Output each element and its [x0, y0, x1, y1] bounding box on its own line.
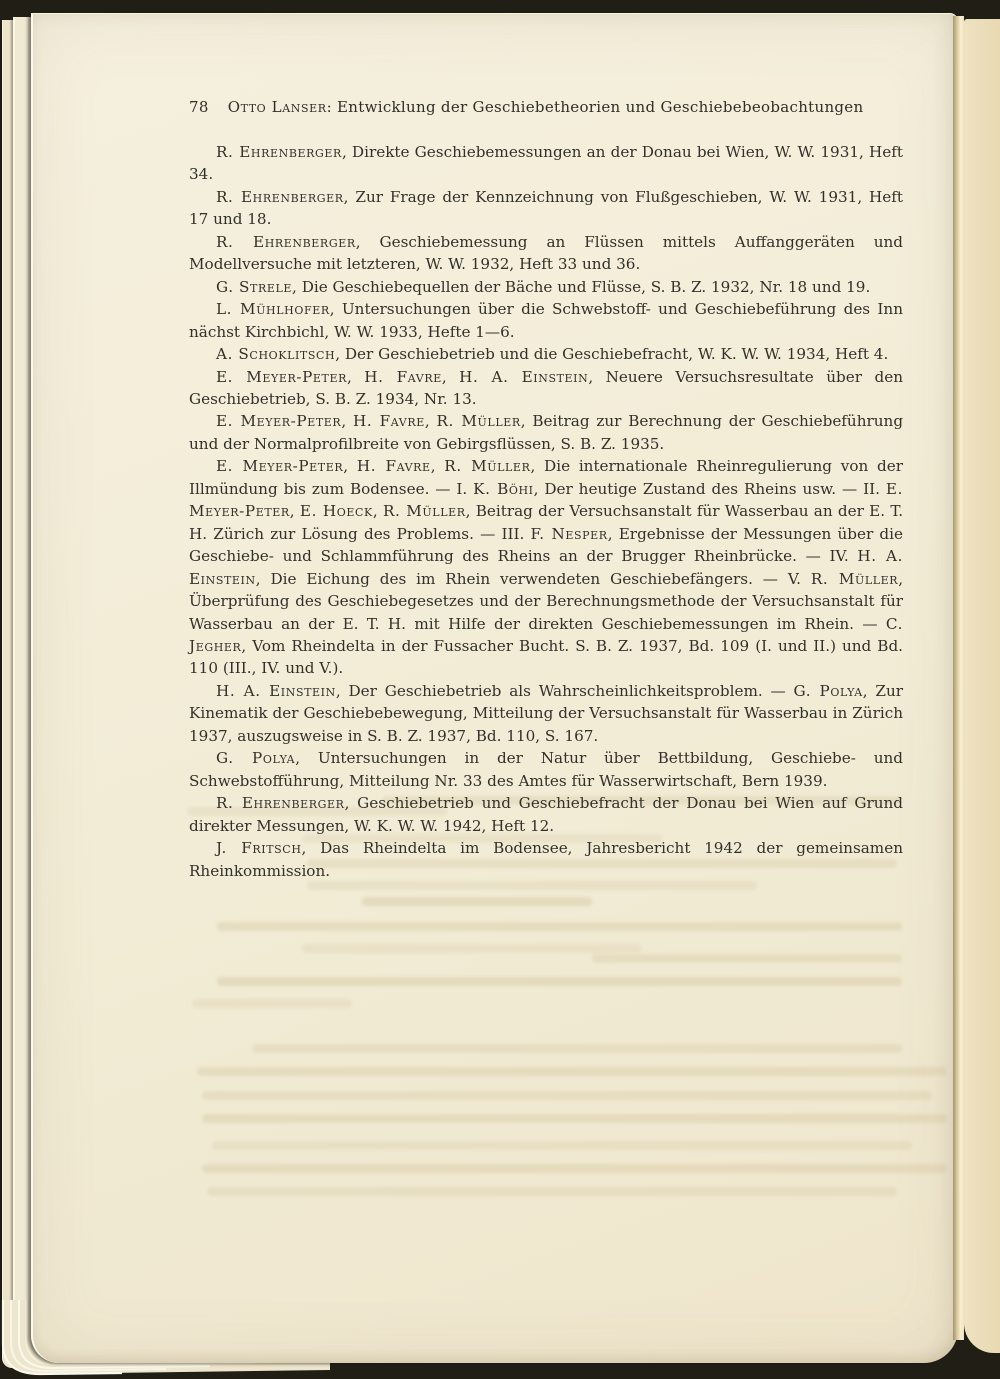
reference-text: , Die Eichung des im Rhein verwendeten Geschiebefängers. — V. [255, 569, 811, 588]
reference-entry [189, 837, 903, 882]
references-list [189, 141, 903, 882]
reference-text: , Untersuchungen in der Natur über Bettbildung, Geschiebe- und Schwebstofführung, Mitteilung Nr. 33 des Amtes für Wasserwirtschaft, Bern 1939. [189, 749, 903, 790]
reference-text: , Zur Kinematik der Geschiebebewegung, Mitteilung der Versuchsanstalt für Wasserbau in Zürich 1937, auszugsweise in S. B. Z. 1937, Bd. 110, S. 167. [189, 681, 903, 745]
reference-text: , Beitrag der Versuchsanstalt für Wasserbau an der E. T. H. Zürich zur Lösung des Problems. — III. [189, 502, 904, 543]
author-name: G. Polya [793, 681, 863, 700]
reference-text: , Geschiebetrieb und Geschiebefracht der Donau bei Wien auf Grund direkter Messungen, W. K. W. W. 1942, Heft 12. [189, 794, 903, 835]
author-name: E. Meyer-Peter [216, 412, 342, 431]
reference-text: , Zur Frage der Kennzeichnung von Flußgeschieben, W. W. 1931, Heft 17 und 18. [189, 187, 903, 229]
page-content [189, 98, 903, 882]
reference-text: , Der Geschiebetrieb und die Geschiebefracht, W. K. W. W. 1934, Heft 4. [335, 345, 889, 364]
author-name: J. Fritsch [216, 839, 302, 858]
reference-entry [189, 343, 903, 365]
reference-text: , Direkte Geschiebemessungen an der Donau bei Wien, W. W. 1931, Heft 34. [189, 143, 903, 184]
author-name: L. Mühlhofer [216, 300, 330, 319]
bleed-through-line [307, 881, 757, 890]
running-header [189, 98, 903, 116]
reference-text: , [372, 502, 383, 521]
reference-text: , [341, 412, 353, 431]
reference-text: , Untersuchungen über die Schwebstoff- und Geschiebeführung des Inn nächst Kirchbichl, W. W. 1933, Hefte 1—6. [189, 300, 903, 341]
book-page [31, 13, 958, 1363]
reference-entry [189, 366, 903, 411]
bleed-through-line [362, 897, 592, 906]
author-name: R. Ehrenberger [216, 232, 356, 251]
bleed-through-line [197, 1067, 947, 1076]
author-name: A. Schoklitsch [216, 345, 336, 364]
bleed-through-line [302, 944, 642, 953]
reference-entry [189, 410, 903, 455]
author-name: K. Böhi [473, 479, 534, 498]
author-name: H. Favre [356, 457, 431, 476]
bleed-through-line [202, 1114, 947, 1123]
author-name: H. Favre [352, 412, 425, 431]
adjacent-page-edge [964, 19, 1000, 1353]
author-name: R. Ehrenberger [216, 794, 345, 813]
author-name: H. A. Einstein [189, 547, 903, 588]
reference-entry [189, 186, 903, 231]
author-name: R. Müller [810, 569, 899, 588]
reference-entry [189, 455, 903, 680]
reference-entry [189, 792, 903, 837]
author-name: E. Meyer-Peter [189, 479, 904, 521]
author-name: G. Strele [216, 277, 293, 296]
reference-text: , [430, 457, 445, 476]
author-name: R. Ehrenberger [216, 143, 342, 161]
reference-text: , Beitrag zur Berechnung der Geschiebeführung und der Normalprofilbreite von Gebirgsflüssen, S. B. Z. 1935. [189, 412, 904, 453]
reference-text: , Die Geschiebequellen der Bäche und Flüsse, S. B. Z. 1932, Nr. 18 und 19. [292, 277, 871, 296]
reference-text: , Vom Rheindelta in der Fussacher Bucht. S. B. Z. 1937, Bd. 109 (I. und II.) und Bd. 110 (III., IV. und V.). [189, 636, 903, 678]
author-name: F. Nesper [530, 524, 608, 543]
page-number: 78 [189, 98, 209, 116]
reference-text: , [343, 457, 357, 476]
reference-text: , Das Rheindelta im Bodensee, Jahresbericht 1942 der gemeinsamen Rheinkommission. [189, 839, 903, 880]
bleed-through-line [592, 954, 902, 963]
author-name: C. Jegher [189, 614, 903, 655]
bleed-through-line [217, 922, 902, 931]
gutter-crease [953, 16, 964, 1340]
author-name: R. Müller [444, 457, 531, 476]
reference-text: , Die internationale Rheinregulierung von der Illmündung bis zum Bodensee. — I. [189, 457, 904, 498]
bleed-through-line [212, 1141, 912, 1150]
reference-text: , [346, 367, 365, 386]
author-name: G. Polya [216, 749, 296, 768]
author-name: R. Müller [436, 412, 521, 431]
bleed-through-line [192, 999, 352, 1008]
reference-entry [189, 298, 903, 343]
reference-text: , Geschiebemessung an Flüssen mittels Auffanggeräten und Modellversuche mit letzteren, W. W. 1932, Heft 33 und 36. [189, 232, 903, 274]
bleed-through-line [252, 1044, 902, 1053]
running-header-title: : Entwicklung der Geschiebetheorien und Geschiebebeobachtungen [326, 98, 864, 116]
author-name: E. Meyer-Peter [216, 457, 344, 476]
reference-text: , Der Geschiebetrieb als Wahrscheinlichkeitsproblem. — [335, 681, 794, 700]
bleed-through-line [207, 1187, 897, 1196]
reference-entry [189, 231, 903, 276]
reference-entry [189, 680, 903, 747]
reference-text: , Ergebnisse der Messungen über die Geschiebe- und Schlammführung des Rheins an der Brugger Rheinbrücke. — IV. [189, 524, 903, 566]
author-name: R. Ehrenberger [216, 187, 344, 206]
author-name: H. A. Einstein [459, 367, 589, 386]
author-name: E. Meyer-Peter [216, 367, 347, 386]
reference-entry [189, 747, 903, 792]
reference-text: , [441, 367, 460, 386]
reference-text: , [289, 502, 300, 521]
author-name: R. Müller [382, 502, 466, 521]
reference-text: , [424, 412, 437, 431]
reference-entry [189, 141, 903, 186]
bleed-through-line [202, 1091, 932, 1100]
reference-text: , Der heutige Zustand des Rheins usw. — II. [533, 479, 886, 498]
author-name: H. Favre [364, 367, 442, 386]
reference-text: , Neuere Versuchsresultate über den Geschiebetrieb, S. B. Z. 1934, Nr. 13. [189, 367, 904, 408]
running-header-author: Otto Lanser [227, 98, 327, 116]
bleed-through-line [202, 1164, 947, 1173]
reference-entry [189, 276, 903, 298]
reference-text: , Überprüfung des Geschiebegesetzes und der Berechnungsmethode der Versuchsanstalt für Wasserbau an der E. T. H. mit Hilfe der direkten Geschiebemessungen im Rhein. — [189, 569, 904, 633]
author-name: H. A. Einstein [216, 681, 336, 700]
bleed-through-line [217, 977, 902, 986]
author-name: E. Hoeck [299, 502, 373, 521]
